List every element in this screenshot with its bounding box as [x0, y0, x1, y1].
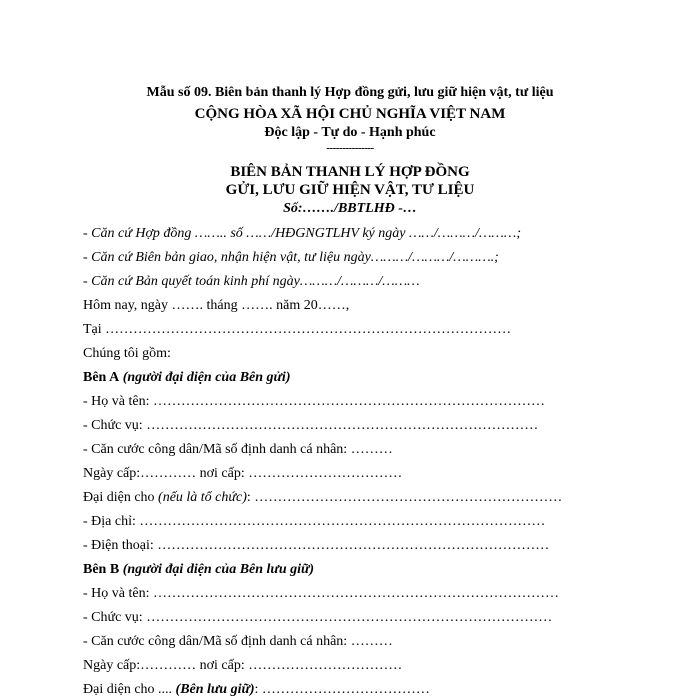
party-b-issue: Ngày cấp:………… nơi cấp: ……………………………	[83, 658, 403, 673]
basis-handover: - Căn cứ Biên bản giao, nhận hiện vật, tư liệu ngày………/………/……….;	[83, 250, 499, 265]
party-a-position: - Chức vụ: …………………………………………………………………………	[83, 418, 539, 433]
party-b-position: - Chức vụ: ……………………………………………………………………………	[83, 610, 553, 625]
party-a-id: - Căn cước công dân/Mã số định danh cá nhân: ………	[83, 442, 393, 457]
document-title-line-2: GỬI, LƯU GIỮ HIỆN VẬT, TƯ LIỆU	[225, 182, 475, 198]
party-a-address: - Địa chỉ: ……………………………………………………………………………	[83, 514, 546, 529]
party-b-represent	[83, 681, 430, 698]
document-number: Số:……./BBTLHĐ -…	[283, 201, 417, 216]
party-b-label: Bên B	[83, 562, 120, 577]
date-line: Hôm nay, ngày ……. tháng ……. năm 20……,	[83, 298, 350, 313]
party-b-represent-suffix: : ………………………………	[254, 682, 430, 697]
party-b-name: - Họ và tên: ……………………………………………………………………………	[83, 586, 559, 601]
party-a-represent-suffix: : …………………………………………………………	[246, 490, 563, 505]
document-title-line-1: BIÊN BẢN THANH LÝ HỢP ĐỒNG	[230, 164, 470, 180]
basis-settlement: - Căn cứ Bản quyết toán kinh phí ngày………/………/………	[83, 274, 420, 289]
party-b-id: - Căn cước công dân/Mã số định danh cá nhân: ………	[83, 634, 393, 649]
party-a-heading	[83, 369, 290, 386]
party-b-represent-note: (Bên lưu giữ)	[175, 682, 255, 697]
country-name: CỘNG HÒA XÃ HỘI CHỦ NGHĨA VIỆT NAM	[194, 106, 506, 122]
party-b-heading	[83, 561, 314, 578]
party-a-issue: Ngày cấp:………… nơi cấp: ……………………………	[83, 466, 403, 481]
we-are-line: Chúng tôi gồm:	[83, 346, 171, 361]
party-a-represent-note: (nếu là tổ chức)	[158, 490, 247, 505]
party-a-represent-prefix: Đại diện cho	[83, 490, 155, 505]
party-a-note: (người đại diện của Bên gửi)	[122, 370, 291, 385]
party-a-phone: - Điện thoại: …………………………………………………………………………	[83, 538, 550, 553]
party-a-label: Bên A	[83, 370, 120, 385]
place-line: Tại ……………………………………………………………………………	[83, 322, 512, 337]
party-a-represent	[83, 489, 562, 506]
motto: Độc lập - Tự do - Hạnh phúc	[264, 125, 436, 140]
header-divider: ---------------	[326, 142, 374, 154]
party-a-name: - Họ và tên: …………………………………………………………………………	[83, 394, 545, 409]
form-title: Mẫu số 09. Biên bản thanh lý Hợp đồng gửi, lưu giữ hiện vật, tư liệu	[146, 85, 554, 100]
basis-contract: - Căn cứ Hợp đồng …….. số ……/HĐGNGTLHV ký ngày ……/………/………;	[83, 226, 521, 241]
party-b-note: (người đại diện của Bên lưu giữ)	[122, 562, 315, 577]
party-b-represent-prefix: Đại diện cho ....	[83, 682, 173, 697]
